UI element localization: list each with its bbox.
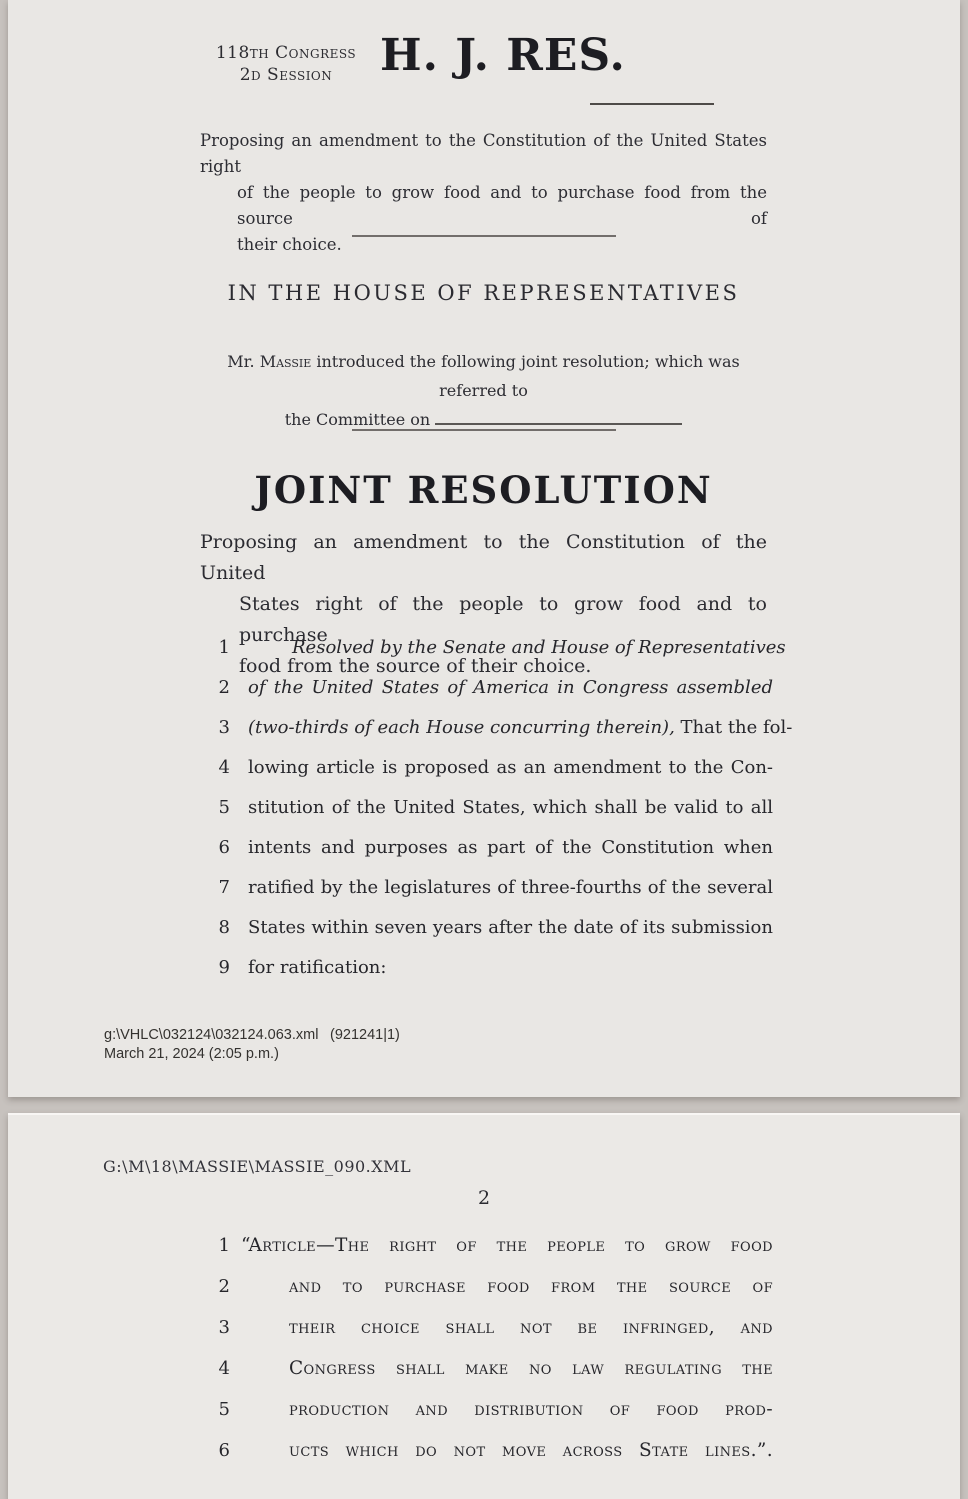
line-number: 6	[218, 837, 230, 858]
committee-prefix: the Committee on	[284, 410, 436, 429]
numbered-line	[200, 628, 786, 668]
text-line: Proposing an amendment to the Constitution of the United	[200, 531, 767, 584]
numbered-line	[200, 1266, 773, 1307]
line-text: ratified by the legislatures of three-fourths of the several	[248, 877, 773, 898]
session-line: 2d Session	[239, 65, 333, 85]
page2-file-path: G:\M\18\MASSIE\MASSIE_090.XML	[103, 1157, 412, 1176]
horizontal-rule	[352, 235, 616, 237]
line-text: (two-thirds of each House concurring therein), That the fol-	[248, 717, 793, 738]
text-line: food from the source of their choice.	[239, 655, 592, 677]
sponsor-name: Massie	[259, 352, 312, 371]
numbered-line	[200, 668, 773, 708]
bill-page-2	[8, 1113, 960, 1499]
line-text: Congress shall make no law regulating the	[289, 1358, 773, 1379]
line-text: stitution of the United States, which shall be valid to all	[248, 797, 773, 818]
line-number: 3	[218, 1317, 230, 1338]
text-line: of the people to grow food and to purchase food from the source of	[237, 183, 767, 228]
numbered-line	[200, 828, 773, 868]
numbered-line	[200, 748, 773, 788]
footer-print-code: (921241|1)	[330, 1027, 400, 1043]
numbered-line	[200, 948, 773, 988]
line-number: 5	[218, 1399, 230, 1420]
numbered-line	[200, 788, 773, 828]
draft-footer	[104, 1026, 400, 1064]
footer-row-1	[104, 1026, 400, 1045]
footer-file-path: g:\VHLC\032124\032124.063.xml	[104, 1027, 319, 1043]
line-text: for ratification:	[248, 957, 387, 978]
line-number: 8	[218, 917, 230, 938]
text-line: States right of the people to grow food and to purchase	[239, 593, 767, 646]
line-number: 1	[218, 637, 230, 658]
line-number: 2	[218, 677, 230, 698]
amendment-article-lines	[200, 1225, 773, 1471]
line-number: 9	[218, 957, 230, 978]
line-text: lowing article is proposed as an amendment to the Con-	[248, 757, 773, 778]
line-text: of the United States of America in Congress assembled	[248, 677, 773, 698]
numbered-line	[200, 708, 793, 748]
text-line: their choice.	[237, 235, 342, 254]
line-text: Resolved by the Senate and House of Representatives	[292, 637, 786, 658]
numbered-line	[200, 1307, 773, 1348]
numbered-line	[200, 1430, 773, 1471]
line-text: and to purchase food from the source of	[289, 1276, 773, 1297]
numbered-line	[200, 1389, 773, 1430]
line-number: 6	[218, 1440, 230, 1461]
line-number: 4	[218, 1358, 230, 1379]
congress-line: 118th Congress	[215, 43, 357, 63]
numbered-line	[200, 868, 773, 908]
line-text: intents and purposes as part of the Constitution when	[248, 837, 773, 858]
sponsor-prefix: Mr.	[227, 352, 260, 371]
line-number: 4	[218, 757, 230, 778]
line-text: ucts which do not move across State lines.”.	[289, 1440, 773, 1461]
line-text: their choice shall not be infringed, and	[289, 1317, 773, 1338]
line-number: 2	[218, 1276, 230, 1297]
committee-blank-line	[435, 411, 682, 425]
resolution-heading: JOINT RESOLUTION	[254, 468, 713, 512]
line-number: 1	[218, 1235, 230, 1256]
page-number: 2	[477, 1187, 491, 1209]
numbered-line	[200, 1348, 773, 1389]
line-text: “Article—The right of the people to grow food	[241, 1235, 773, 1256]
introduction-block	[200, 347, 767, 434]
text-line: Proposing an amendment to the Constitution of the United States right	[200, 131, 767, 176]
line-text: States within seven years after the date of its submission	[248, 917, 773, 938]
resolution-body-lines	[200, 628, 793, 988]
numbered-line	[200, 1225, 773, 1266]
introduction-text: introduced the following joint resolution; which was referred to	[311, 352, 740, 400]
bill-number-blank-line	[590, 103, 714, 105]
footer-date-line: March 21, 2024 (2:05 p.m.)	[104, 1046, 279, 1062]
official-title-preamble	[200, 128, 767, 258]
bill-number-title: H. J. RES.	[380, 30, 626, 81]
line-number: 7	[218, 877, 230, 898]
congress-session-block	[198, 42, 374, 86]
sponsor-line	[200, 347, 767, 405]
chamber-heading: IN THE HOUSE OF REPRESENTATIVES	[227, 281, 740, 305]
line-number: 3	[218, 717, 230, 738]
line-number: 5	[218, 797, 230, 818]
horizontal-rule	[352, 429, 616, 431]
numbered-line	[200, 908, 773, 948]
line-text: production and distribution of food prod-	[289, 1399, 773, 1420]
bill-page-1	[8, 0, 960, 1097]
